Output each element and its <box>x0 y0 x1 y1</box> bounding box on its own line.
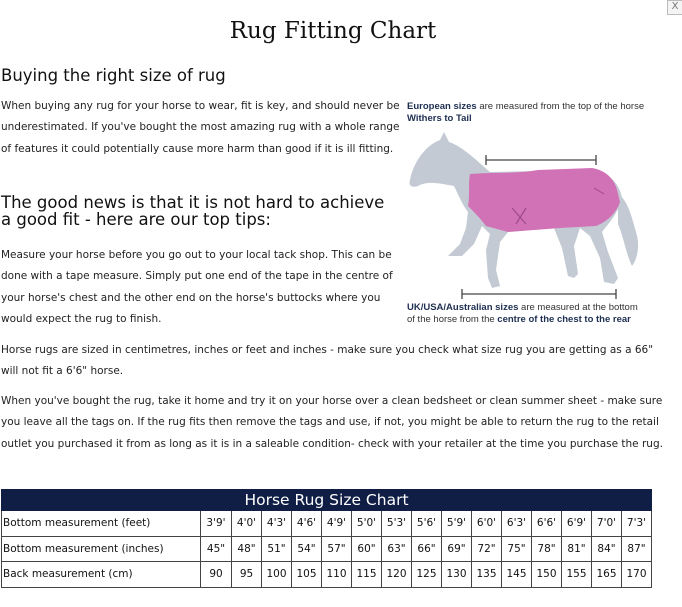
size-cell: 7'3' <box>622 511 652 537</box>
size-cell: 84" <box>592 536 622 562</box>
tip-measure-paragraph: Measure your horse before you go out to your local tack shop. This can be done with a tape measure. Simply put one end of the tape in the centre of your horse's chest and the other end on the horse's buttocks where you would expect the rug to finish. <box>1 249 393 325</box>
table-row <box>2 562 652 588</box>
size-cell: 63" <box>382 536 412 562</box>
size-cell: 5'6' <box>412 511 442 537</box>
horse-rug-size-chart <box>1 489 652 588</box>
size-cell: 54" <box>292 536 322 562</box>
row-label: Bottom measurement (feet) <box>2 511 201 537</box>
size-cell: 130 <box>442 562 472 588</box>
size-cell: 115 <box>352 562 382 588</box>
withers-to-tail-label: Withers to Tail <box>407 113 472 124</box>
size-cell: 78" <box>532 536 562 562</box>
size-cell: 57" <box>322 536 352 562</box>
size-cell: 125 <box>412 562 442 588</box>
section-heading-buying: Buying the right size of rug <box>1 66 226 85</box>
size-chart-title: Horse Rug Size Chart <box>2 490 652 511</box>
european-sizes-text: are measured from the top of the horse <box>476 101 645 112</box>
uk-usa-australian-sizes-caption <box>407 302 682 326</box>
size-cell: 6'0' <box>472 511 502 537</box>
size-cell: 170 <box>622 562 652 588</box>
size-cell: 72" <box>472 536 502 562</box>
chest-to-rear-text: of the horse from the <box>407 314 498 325</box>
size-cell: 4'9' <box>322 511 352 537</box>
size-cell: 145 <box>502 562 532 588</box>
size-cell: 110 <box>322 562 352 588</box>
size-cell: 66" <box>412 536 442 562</box>
withers-to-tail-measure-line <box>486 155 596 165</box>
size-cell: 105 <box>292 562 322 588</box>
size-cell: 48" <box>232 536 262 562</box>
chest-to-rear-label: centre of the chest to the rear <box>497 314 631 325</box>
size-cell: 4'0' <box>232 511 262 537</box>
row-label: Bottom measurement (inches) <box>2 536 201 562</box>
size-cell: 7'0' <box>592 511 622 537</box>
european-sizes-label: European sizes <box>407 101 477 112</box>
horse-rug <box>468 168 620 232</box>
uk-usa-australian-sizes-label: UK/USA/Australian sizes <box>407 302 519 313</box>
sizing-units-paragraph: Horse rugs are sized in centimetres, inches or feet and inches - make sure you check what size rug you are getting as a 66" will not fit a 6'6" horse. <box>1 344 654 378</box>
size-cell: 4'6' <box>292 511 322 537</box>
size-cell: 6'3' <box>502 511 532 537</box>
size-cell: 5'9' <box>442 511 472 537</box>
try-on-paragraph: When you've bought the rug, take it home and try it on your horse over a clean bedsheet or clean summer sheet - make sure you leave all the tags on. If the rug fits then remove the tags and use, if not, you might be able to return the rug to the retail outlet you purchased it from as long as it is in a saleable condition- check with your retailer at the time you purchase the rug. <box>1 395 663 450</box>
size-cell: 155 <box>562 562 592 588</box>
size-cell: 5'0' <box>352 511 382 537</box>
size-cell: 100 <box>262 562 292 588</box>
size-cell: 87" <box>622 536 652 562</box>
size-cell: 165 <box>592 562 622 588</box>
size-cell: 4'3' <box>262 511 292 537</box>
size-cell: 150 <box>532 562 562 588</box>
size-cell: 69" <box>442 536 472 562</box>
chest-to-rear-measure-line <box>462 289 616 299</box>
size-cell: 81" <box>562 536 592 562</box>
horse-measurement-diagram <box>404 128 646 300</box>
size-cell: 90 <box>201 562 232 588</box>
size-cell: 51" <box>262 536 292 562</box>
size-cell: 3'9' <box>201 511 232 537</box>
size-cell: 6'6' <box>532 511 562 537</box>
size-cell: 5'3' <box>382 511 412 537</box>
size-cell: 120 <box>382 562 412 588</box>
table-row <box>2 536 652 562</box>
size-cell: 60" <box>352 536 382 562</box>
european-sizes-caption <box>407 101 682 125</box>
size-cell: 95 <box>232 562 262 588</box>
table-row <box>2 511 652 537</box>
row-label: Back measurement (cm) <box>2 562 201 588</box>
size-cell: 45" <box>201 536 232 562</box>
page-title: Rug Fitting Chart <box>229 18 437 44</box>
intro-paragraph: When buying any rug for your horse to wear, fit is key, and should never be underestimated. If you've bought the most amazing rug with a whole range of features it could potentially cause more harm than good if it is ill fitting. <box>1 100 400 155</box>
close-button[interactable]: X <box>667 0 682 15</box>
uk-usa-australian-sizes-text: are measured at the bottom <box>518 302 638 313</box>
size-cell: 135 <box>472 562 502 588</box>
size-cell: 6'9' <box>562 511 592 537</box>
size-cell: 75" <box>502 536 532 562</box>
section-heading-tips: The good news is that it is not hard to achieve a good fit - here are our top tips: <box>1 193 385 229</box>
